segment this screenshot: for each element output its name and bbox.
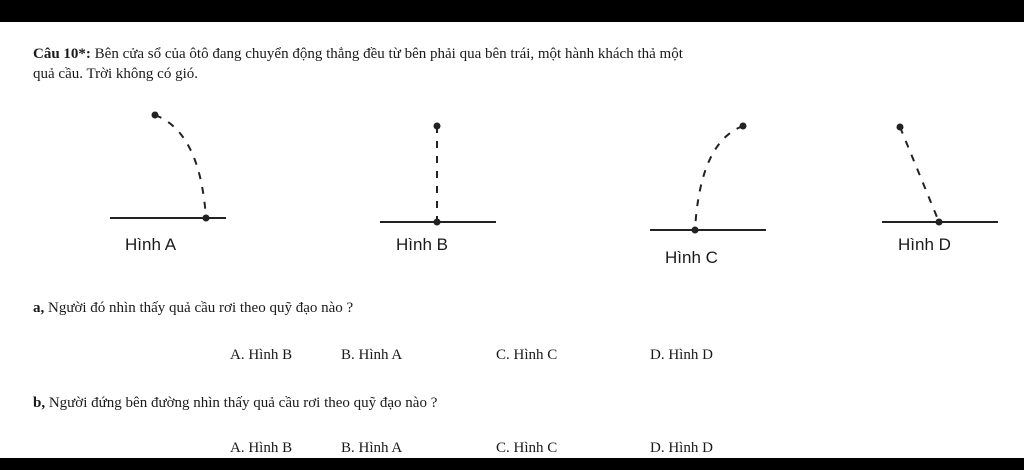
figure-d-end-point — [936, 219, 943, 226]
part-a-text: Người đó nhìn thấy quả cầu rơi theo quỹ đạo nào ? — [48, 300, 354, 316]
part-b-text: Người đứng bên đường nhìn thấy quả cầu rơi theo quỹ đạo nào ? — [48, 395, 438, 411]
figure-a-trajectory — [155, 115, 206, 218]
figure-c-diagram — [650, 123, 766, 234]
figure-b-start-point — [434, 123, 441, 130]
figure-a-start-point — [152, 112, 159, 119]
part-a-option-a: A. Hình B — [230, 347, 293, 363]
question-label: Câu 10*: — [33, 46, 91, 62]
part-a-question — [33, 299, 353, 317]
figure-b-end-point — [434, 219, 441, 226]
part-a-option-d: D. Hình D — [650, 347, 713, 363]
worksheet-page — [0, 22, 1024, 458]
figure-d-trajectory — [900, 127, 939, 222]
part-a-prefix: a, — [33, 300, 45, 316]
figure-a-caption: Hình A — [125, 235, 177, 254]
figure-c-caption: Hình C — [665, 248, 718, 267]
part-b-option-d: D. Hình D — [650, 440, 713, 456]
figure-a-diagram — [110, 112, 226, 222]
question-text-1: Bên cửa sổ của ôtô đang chuyển động thẳng đều từ bên phải qua bên trái, một hành khách thả một — [94, 46, 683, 62]
figure-c-start-point — [740, 123, 747, 130]
figure-c-trajectory — [695, 126, 743, 230]
part-a-option-b: B. Hình A — [341, 347, 403, 363]
part-b-prefix: b, — [33, 395, 46, 411]
figure-a-end-point — [203, 215, 210, 222]
part-b-option-c: C. Hình C — [496, 440, 558, 456]
figure-d-start-point — [897, 124, 904, 131]
figure-c-end-point — [692, 227, 699, 234]
figure-b-diagram — [380, 123, 496, 226]
figure-d-caption: Hình D — [898, 235, 951, 254]
part-b-question — [33, 394, 437, 412]
figure-d-diagram — [882, 124, 998, 226]
question-line-2: quả cầu. Trời không có gió. — [33, 66, 199, 82]
part-b-option-a: A. Hình B — [230, 440, 293, 456]
part-a-option-c: C. Hình C — [496, 347, 558, 363]
part-b-option-b: B. Hình A — [341, 440, 403, 456]
figure-b-caption: Hình B — [396, 235, 448, 254]
